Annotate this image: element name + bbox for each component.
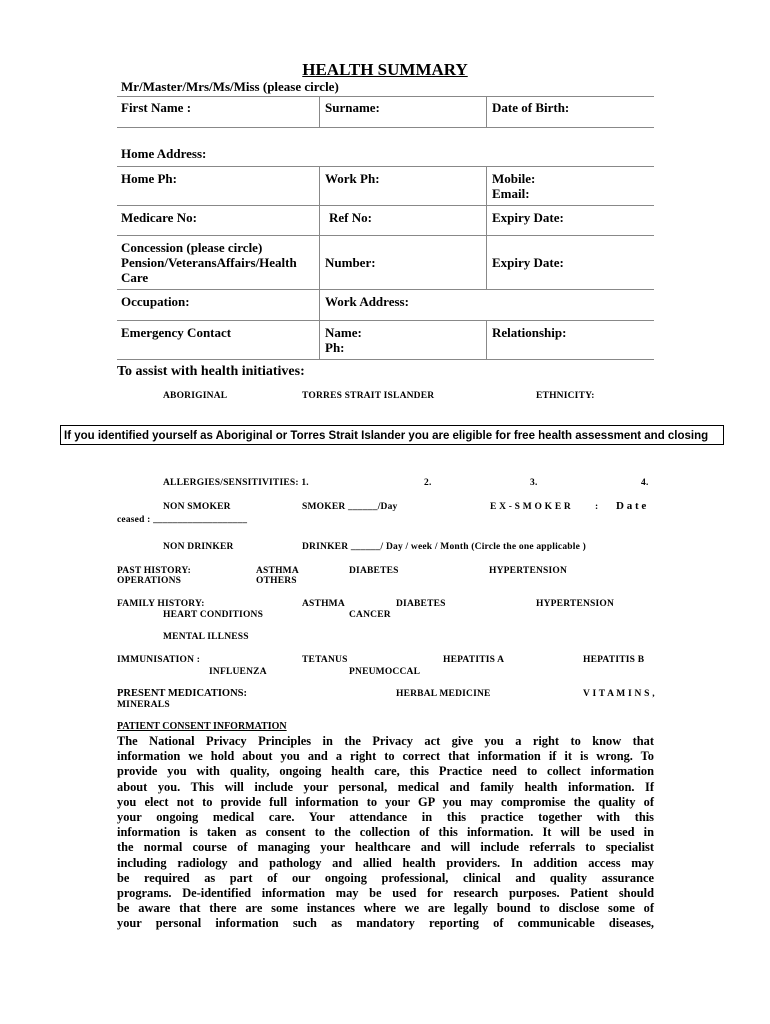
surname-label: Surname: <box>325 100 380 115</box>
family-asthma-option: ASTHMA <box>302 599 345 609</box>
ex-smoker-colon: : <box>595 502 599 512</box>
medicare-label: Medicare No: <box>121 210 197 225</box>
consent-line: be aware that there are some instances where we are legally bound to disclose some of <box>117 901 654 916</box>
family-heart-option: HEART CONDITIONS <box>163 610 264 620</box>
consent-line: information we hold about you and a right to correct that information if it is wrong. To <box>117 749 654 764</box>
past-operations-option: OPERATIONS <box>117 576 182 586</box>
consent-line: The National Privacy Principles in the Privacy act give you a right to know that <box>117 734 654 748</box>
salutation-label: Mr/Master/Mrs/Ms/Miss (please circle) <box>121 79 339 94</box>
consent-line: programs. De-identified information may be used for research purposes. Patient should <box>117 886 654 901</box>
table-divider <box>117 205 654 206</box>
work-ph-label: Work Ph: <box>325 171 380 186</box>
consent-line: your personal information such as mandatory reporting of communicable diseases, <box>117 916 654 931</box>
emergency-contact-label: Emergency Contact <box>121 325 232 340</box>
consent-line: provide you with quality, ongoing health care, this Practice need to collect information <box>117 764 654 779</box>
past-asthma-option: ASTHMA <box>256 566 299 576</box>
allergies-label: ALLERGIES/SENSITIVITIES: 1. <box>163 478 309 488</box>
table-column-divider <box>486 166 487 290</box>
allergy-number: 2. <box>424 478 432 488</box>
past-diabetes-option: DIABETES <box>349 566 399 576</box>
table-divider <box>117 359 654 360</box>
first-name-label: First Name : <box>121 100 192 115</box>
smoker-option: SMOKER ______/Day <box>302 502 398 512</box>
aboriginal-option: ABORIGINAL <box>163 391 228 401</box>
relationship-label: Relationship: <box>492 325 567 340</box>
family-diabetes-option: DIABETES <box>396 599 446 609</box>
non-drinker-option: NON DRINKER <box>163 542 234 552</box>
concession-expiry-label: Expiry Date: <box>492 255 564 270</box>
pneumococcal-option: PNEUMOCCAL <box>349 667 421 677</box>
consent-line: information is taken as consent to the collection of this information. It will be used in <box>117 825 654 840</box>
mobile-label: Mobile: <box>492 171 536 186</box>
work-address-label: Work Address: <box>325 294 409 309</box>
table-column-divider <box>486 96 487 127</box>
table-divider <box>117 320 654 321</box>
family-hypertension-option: HYPERTENSION <box>536 599 615 609</box>
table-divider <box>117 166 654 167</box>
eligibility-banner: If you identified yourself as Aboriginal or Torres Strait Islander you are eligible for free health assessment and closing <box>60 425 724 445</box>
dob-label: Date of Birth: <box>492 100 570 115</box>
ex-smoker-option: E X - S M O K E R <box>490 502 571 512</box>
table-divider <box>117 289 654 290</box>
tetanus-option: TETANUS <box>302 655 348 665</box>
home-ph-label: Home Ph: <box>121 171 177 186</box>
initiatives-heading: To assist with health initiatives: <box>117 364 305 379</box>
past-others-option: OTHERS <box>256 576 297 586</box>
emergency-name-label: Name: <box>325 325 362 340</box>
family-history-label: FAMILY HISTORY: <box>117 599 205 609</box>
consent-heading: PATIENT CONSENT INFORMATION <box>117 721 287 732</box>
vitamins-option: V I T A M I N S , <box>583 689 655 699</box>
torres-strait-option: TORRES STRAIT ISLANDER <box>302 391 435 401</box>
consent-line: your ongoing medical care. Your attendance in this practice together with this <box>117 810 654 825</box>
influenza-option: INFLUENZA <box>209 667 267 677</box>
table-divider <box>117 96 654 97</box>
concession-label: Pension/VeteransAffairs/Health <box>121 255 297 270</box>
page-title: HEALTH SUMMARY <box>302 60 468 79</box>
allergy-number: 3. <box>530 478 538 488</box>
family-mental-option: MENTAL ILLNESS <box>163 632 249 642</box>
ethnicity-label: ETHNICITY: <box>536 391 595 401</box>
medications-label: PRESENT MEDICATIONS: <box>117 688 248 699</box>
table-column-divider <box>319 96 320 127</box>
emergency-ph-label: Ph: <box>325 340 345 355</box>
table-column-divider <box>486 320 487 359</box>
family-cancer-option: CANCER <box>349 610 391 620</box>
past-history-label: PAST HISTORY: <box>117 566 191 576</box>
immunisation-label: IMMUNISATION : <box>117 655 201 665</box>
consent-line: including radiology and pathology and allied health providers. In addition access may <box>117 855 654 870</box>
ceased-label: ceased : ___________________ <box>117 515 248 525</box>
table-column-divider <box>319 166 320 359</box>
herbal-medicine-option: HERBAL MEDICINE <box>396 689 491 699</box>
consent-paragraph <box>117 734 654 932</box>
drinker-option: DRINKER ______/ Day / week / Month (Circle the one applicable ) <box>302 542 586 552</box>
consent-line: about you. This will include your personal, medical and family health information. If <box>117 779 654 794</box>
occupation-label: Occupation: <box>121 294 190 309</box>
consent-line: the normal course of managing your healthcare and will include referrals to specialist <box>117 840 654 855</box>
table-divider <box>117 235 654 236</box>
consent-line: you elect not to provide full information to your GP you may compromise the quality of <box>117 794 654 809</box>
home-address-label: Home Address: <box>121 146 207 161</box>
past-hypertension-option: HYPERTENSION <box>489 566 568 576</box>
expiry-date-label: Expiry Date: <box>492 210 564 225</box>
consent-line: be required as part of our ongoing professional, clinical and quality assurance <box>117 870 654 885</box>
allergy-number: 4. <box>641 478 649 488</box>
email-label: Email: <box>492 186 530 201</box>
concession-label: Concession (please circle) <box>121 240 263 255</box>
ref-no-label: Ref No: <box>329 210 372 225</box>
hepatitis-a-option: HEPATITIS A <box>443 655 505 665</box>
concession-number-label: Number: <box>325 255 376 270</box>
date-label: D a t e <box>616 500 647 512</box>
minerals-option: MINERALS <box>117 700 170 710</box>
hepatitis-b-option: HEPATITIS B <box>583 655 645 665</box>
concession-label: Care <box>121 270 149 285</box>
table-divider <box>117 127 654 128</box>
non-smoker-option: NON SMOKER <box>163 502 231 512</box>
